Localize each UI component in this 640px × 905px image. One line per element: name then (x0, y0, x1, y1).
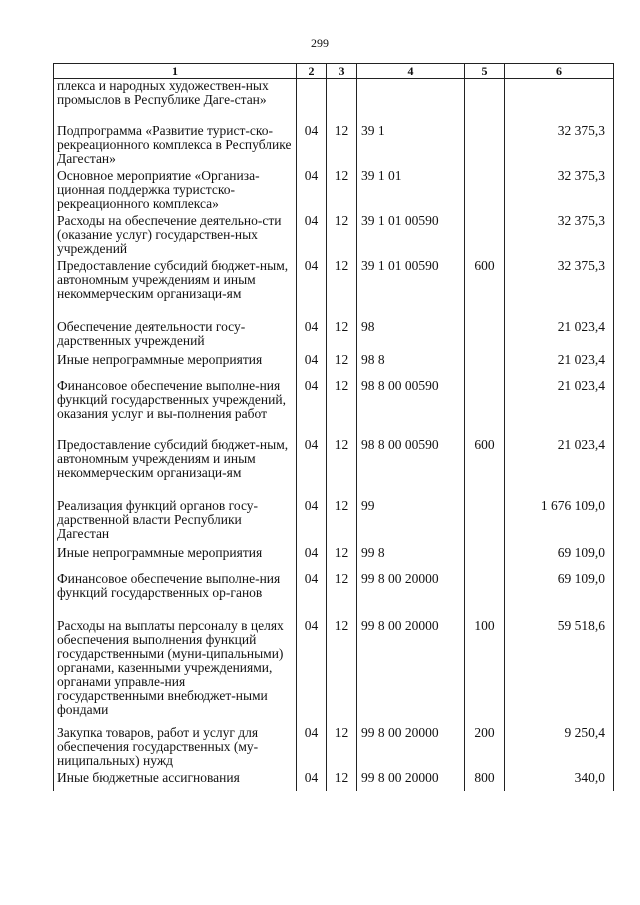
table-row (54, 726, 614, 771)
row-name: Основное мероприятие «Организа-ционная поддержка туристско-рекреационного комплекса» (54, 169, 297, 214)
row-target-article: 99 8 00 20000 (357, 726, 465, 771)
row-subsection-code: 12 (327, 379, 357, 438)
row-subsection-code: 12 (327, 572, 357, 619)
table-row (54, 259, 614, 320)
row-section-code: 04 (297, 499, 327, 546)
row-amount: 21 023,4 (505, 320, 614, 353)
row-expense-type: 600 (465, 259, 505, 320)
row-section-code: 04 (297, 726, 327, 771)
row-section-code: 04 (297, 572, 327, 619)
header-row (54, 64, 614, 79)
row-subsection-code: 12 (327, 499, 357, 546)
row-name: Реализация функций органов госу-дарственной власти Республики Дагестан (54, 499, 297, 546)
column-header-1: 1 (54, 64, 297, 79)
row-target-article: 98 8 00 00590 (357, 438, 465, 499)
row-target-article: 99 (357, 499, 465, 546)
row-subsection-code (327, 79, 357, 125)
row-subsection-code: 12 (327, 169, 357, 214)
row-subsection-code: 12 (327, 259, 357, 320)
row-section-code: 04 (297, 546, 327, 572)
row-target-article: 99 8 00 20000 (357, 771, 465, 791)
row-name: Предоставление субсидий бюджет-ным, автономным учреждениям и иным некоммерческим организаци-ям (54, 259, 297, 320)
row-subsection-code: 12 (327, 619, 357, 726)
row-section-code: 04 (297, 379, 327, 438)
row-amount: 59 518,6 (505, 619, 614, 726)
row-name: Иные бюджетные ассигнования (54, 771, 297, 791)
row-target-article: 39 1 01 00590 (357, 214, 465, 259)
row-name: Финансовое обеспечение выполне-ния функций государственных ор-ганов (54, 572, 297, 619)
row-amount: 69 109,0 (505, 546, 614, 572)
row-target-article: 98 (357, 320, 465, 353)
table-row (54, 572, 614, 619)
row-section-code: 04 (297, 124, 327, 169)
row-amount: 32 375,3 (505, 169, 614, 214)
row-amount: 69 109,0 (505, 572, 614, 619)
row-target-article: 39 1 (357, 124, 465, 169)
table-row (54, 320, 614, 353)
row-expense-type (465, 546, 505, 572)
row-expense-type (465, 214, 505, 259)
row-subsection-code: 12 (327, 214, 357, 259)
row-name: Закупка товаров, работ и услуг для обеспечения государственных (му-ниципальных) нужд (54, 726, 297, 771)
table-row (54, 169, 614, 214)
row-amount: 1 676 109,0 (505, 499, 614, 546)
row-amount: 340,0 (505, 771, 614, 791)
row-target-article: 39 1 01 00590 (357, 259, 465, 320)
row-subsection-code: 12 (327, 320, 357, 353)
table-row (54, 771, 614, 791)
row-section-code: 04 (297, 320, 327, 353)
column-header-2: 2 (297, 64, 327, 79)
row-target-article: 39 1 01 (357, 169, 465, 214)
row-subsection-code: 12 (327, 124, 357, 169)
row-name: Расходы на выплаты персоналу в целях обеспечения выполнения функций государственными (муни-ципальными) органами, казенными учреждениями, органами управле-ния государственными внебюджет-ными фондами (54, 619, 297, 726)
row-expense-type (465, 320, 505, 353)
row-amount: 9 250,4 (505, 726, 614, 771)
table-row (54, 79, 614, 125)
row-section-code (297, 79, 327, 125)
column-header-3: 3 (327, 64, 357, 79)
row-amount: 32 375,3 (505, 124, 614, 169)
page-number: 299 (311, 36, 329, 50)
row-section-code: 04 (297, 771, 327, 791)
row-amount: 21 023,4 (505, 438, 614, 499)
row-expense-type: 200 (465, 726, 505, 771)
row-amount: 32 375,3 (505, 214, 614, 259)
table-row (54, 546, 614, 572)
column-header-5: 5 (465, 64, 505, 79)
table-row (54, 124, 614, 169)
row-expense-type (465, 572, 505, 619)
row-expense-type (465, 124, 505, 169)
row-amount: 32 375,3 (505, 259, 614, 320)
row-section-code: 04 (297, 259, 327, 320)
table-row (54, 438, 614, 499)
row-section-code: 04 (297, 353, 327, 379)
table-row (54, 379, 614, 438)
row-target-article: 98 8 (357, 353, 465, 379)
row-subsection-code: 12 (327, 438, 357, 499)
table-row (54, 619, 614, 726)
row-target-article: 99 8 00 20000 (357, 572, 465, 619)
row-target-article: 99 8 (357, 546, 465, 572)
row-section-code: 04 (297, 214, 327, 259)
table-row (54, 214, 614, 259)
row-name: Иные непрограммные мероприятия (54, 353, 297, 379)
row-name: Предоставление субсидий бюджет-ным, автономным учреждениям и иным некоммерческим организаци-ям (54, 438, 297, 499)
row-name: Иные непрограммные мероприятия (54, 546, 297, 572)
row-name: Подпрограмма «Развитие турист-ско-рекреационного комплекса в Республике Дагестан» (54, 124, 297, 169)
row-expense-type (465, 379, 505, 438)
row-expense-type (465, 353, 505, 379)
table-row (54, 353, 614, 379)
row-section-code: 04 (297, 619, 327, 726)
row-name: Обеспечение деятельности госу-дарственных учреждений (54, 320, 297, 353)
row-expense-type (465, 79, 505, 125)
row-amount: 21 023,4 (505, 379, 614, 438)
row-section-code: 04 (297, 169, 327, 214)
column-header-6: 6 (505, 64, 614, 79)
row-target-article (357, 79, 465, 125)
row-subsection-code: 12 (327, 771, 357, 791)
row-name: Расходы на обеспечение деятельно-сти (оказание услуг) государствен-ных учреждений (54, 214, 297, 259)
row-amount: 21 023,4 (505, 353, 614, 379)
row-amount (505, 79, 614, 125)
table-body (54, 79, 614, 792)
row-target-article: 98 8 00 00590 (357, 379, 465, 438)
table-row (54, 499, 614, 546)
row-section-code: 04 (297, 438, 327, 499)
row-name: Финансовое обеспечение выполне-ния функций государственных учреждений, оказания услуг и вы-полнения работ (54, 379, 297, 438)
row-subsection-code: 12 (327, 726, 357, 771)
row-target-article: 99 8 00 20000 (357, 619, 465, 726)
row-expense-type: 100 (465, 619, 505, 726)
row-expense-type (465, 169, 505, 214)
row-expense-type: 600 (465, 438, 505, 499)
row-subsection-code: 12 (327, 546, 357, 572)
row-expense-type: 800 (465, 771, 505, 791)
row-subsection-code: 12 (327, 353, 357, 379)
table-header (54, 64, 614, 79)
row-expense-type (465, 499, 505, 546)
row-name: плекса и народных художествен-ных промыслов в Республике Даге-стан» (54, 79, 297, 125)
budget-table (53, 63, 614, 791)
column-header-4: 4 (357, 64, 465, 79)
